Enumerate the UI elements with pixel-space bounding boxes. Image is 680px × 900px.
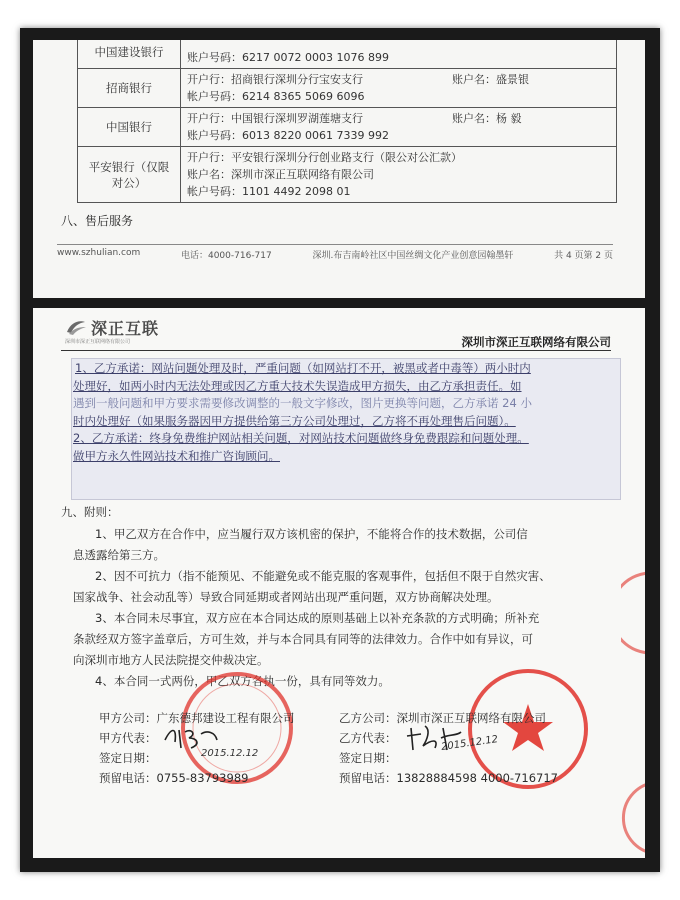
party-a-signature-icon <box>161 720 221 754</box>
bank-line: 开户行：招商银行深圳分行宝安支行 <box>187 73 363 86</box>
bank-name: 中国银行 <box>78 108 181 147</box>
page-footer <box>57 244 613 261</box>
party-b-company: 乙方公司：深圳市深正互联网络有限公司 <box>339 711 546 725</box>
contract-page-lower <box>33 308 645 858</box>
appendix-line: 向深圳市地方人民法院提交仲裁决定。 <box>73 653 269 667</box>
bank-account-table <box>77 40 617 203</box>
bank-line: 开户行：中国银行深圳罗湖莲塘支行 <box>187 112 363 125</box>
bank-line: 开户行：平安银行深圳分行创业路支行（限公对公汇款） <box>187 151 462 164</box>
service-text <box>73 360 621 465</box>
appendix-line: 3、本合同未尽事宜，双方应在本合同达成的原则基础上以补充条款的方式明确；所补充 <box>95 611 540 625</box>
bank-details <box>181 69 617 108</box>
table-row <box>78 69 617 108</box>
service-line: 处理好，如两小时内无法处理或因乙方重大技术失误造成甲方损失，由乙方承担责任。如 <box>73 378 522 393</box>
section-heading: 九、附则： <box>61 505 119 519</box>
table-row <box>78 108 617 147</box>
account-name: 账户名：杨 毅 <box>452 112 522 125</box>
service-line: 1、乙方承诺：网站问题处理及时，严重问题（如网站打不开，被黑或者中毒等）两小时内 <box>75 361 531 375</box>
contract-page-upper <box>33 40 645 298</box>
edge-seal-icon <box>621 568 645 658</box>
bank-line: 账户号码：6217 0072 0003 1076 899 <box>187 51 389 64</box>
party-a-company: 甲方公司：广东德邦建设工程有限公司 <box>99 711 295 725</box>
bank-line: 帐户号码：6214 8365 5069 6096 <box>187 90 365 103</box>
appendix-line: 1、甲乙双方在合作中，应当履行双方该机密的保护，不能将合作的技术数据，公司信 <box>95 527 528 541</box>
table-row <box>78 147 617 203</box>
appendix-line: 国家战争、社会动乱等）导致合同延期或者网站出现严重问题，双方协商解决处理。 <box>73 590 499 604</box>
footer-pages: 共 4 页第 2 页 <box>554 251 613 261</box>
party-a-rep-label: 甲方代表： <box>99 731 157 745</box>
bank-name: 平安银行（仅限对公） <box>78 147 181 203</box>
service-line: 2、乙方承诺：终身免费维护网站相关问题，对网站技术问题做终身免费跟踪和问题处理。 <box>73 431 529 445</box>
bank-name: 中国建设银行 <box>78 40 181 69</box>
company-header: 深圳市深正互联网络有限公司 <box>461 335 611 349</box>
footer-website: www.szhulian.com <box>57 248 141 258</box>
party-b-signature-icon <box>405 720 465 754</box>
edge-seal-icon <box>621 778 645 858</box>
party-a-date-label: 签定日期： <box>99 751 157 765</box>
service-line: 做甲方永久性网站技术和推广咨询顾问。 <box>73 448 280 463</box>
bank-details <box>181 147 617 203</box>
logo-subtitle: 深圳市深正互联网络有限公司 <box>65 339 131 345</box>
service-line: 时内处理好（如果服务器因甲方提供给第三方公司处理过，乙方将不再处理售后问题）。 <box>73 413 516 428</box>
party-a-handwritten-date: 2015.12.12 <box>201 748 259 759</box>
appendix-line: 息透露给第三方。 <box>73 548 165 562</box>
service-line: 遇到一般问题和甲方要求需要修改调整的一般文字修改，图片更换等问题，乙方承诺 24 小 <box>73 396 532 410</box>
account-name: 账户名：盛景银 <box>452 73 529 86</box>
bank-details <box>181 108 617 147</box>
section-heading: 八、售后服务 <box>61 214 134 228</box>
bank-line: 账户名：深圳市深正互联网络有限公司 <box>187 168 374 181</box>
party-b-date-label: 签定日期： <box>339 751 397 765</box>
party-b-rep-label: 乙方代表： <box>339 731 397 745</box>
appendix-line: 2、因不可抗力（指不能预见、不能避免或不能克服的客观事件，包括但不限于自然灾害、 <box>95 569 551 583</box>
footer-address: 深圳.布吉南岭社区中国丝绸文化产业创意园翰墨轩 <box>312 251 514 261</box>
company-logo <box>65 314 159 340</box>
party-a-phone: 预留电话：0755-83793989 <box>99 771 249 785</box>
appendix-line: 4、本合同一式两份，甲乙双方各执一份，具有同等效力。 <box>95 674 390 688</box>
swoosh-logo-icon <box>65 318 87 336</box>
party-b-phone: 预留电话：13828884598 4000-716717 <box>339 771 558 785</box>
bank-line: 账户号码：6013 8220 0061 7339 992 <box>187 129 389 142</box>
header-divider <box>61 350 611 351</box>
party-b-handwritten-date: 2015.12.12 <box>440 734 499 753</box>
footer-phone: 电话：4000-716-717 <box>180 251 272 261</box>
bank-name: 招商银行 <box>78 69 181 108</box>
appendix-line: 条款经双方签字盖章后，方可生效，并与本合同具有同等的法律效力。合作中如有异议，可 <box>73 632 533 646</box>
bank-line: 帐户号码：1101 4492 2098 01 <box>187 185 351 198</box>
table-row <box>78 40 617 69</box>
bank-details <box>181 40 617 69</box>
logo-text: 深正互联 <box>91 318 160 338</box>
